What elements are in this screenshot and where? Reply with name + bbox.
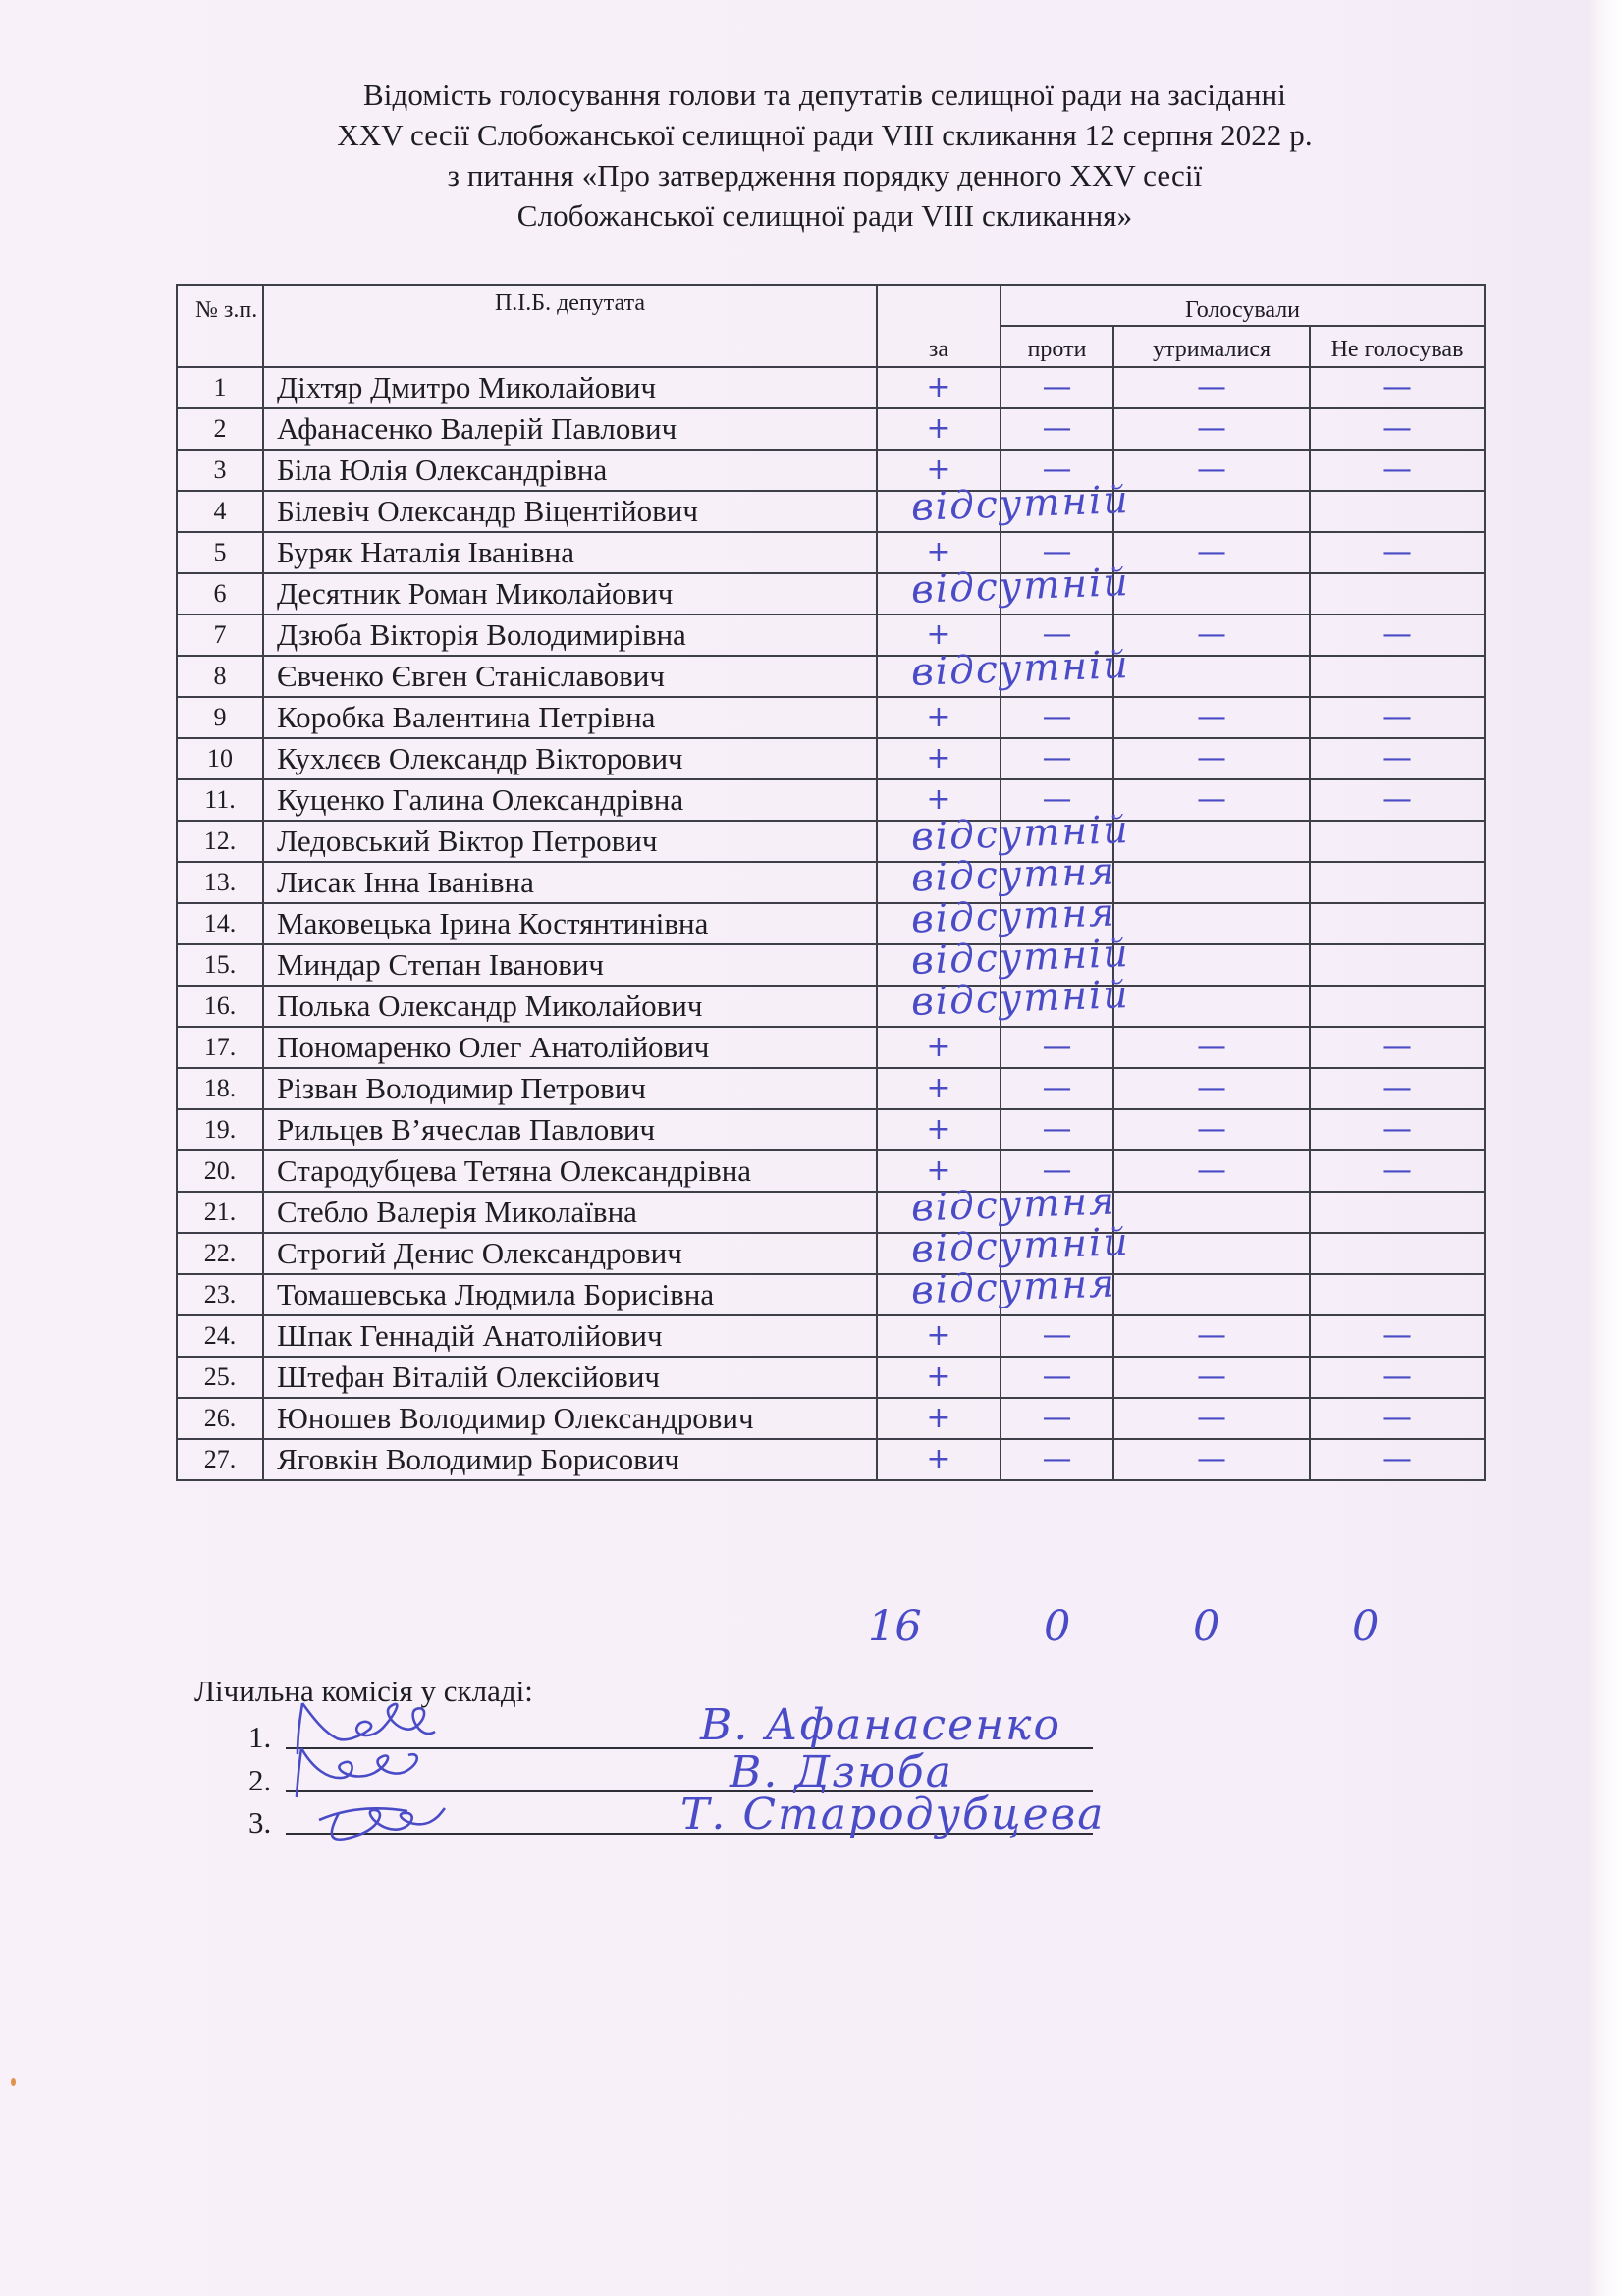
row-number: 3 xyxy=(177,450,263,491)
vote-za-mark: + xyxy=(877,1398,1001,1439)
vote-za-mark: + xyxy=(877,1068,1001,1109)
deputy-name: Стародубцева Тетяна Олександрівна xyxy=(263,1150,877,1192)
vote-ne-mark: — xyxy=(1310,450,1485,491)
deputy-name: Яговкін Володимир Борисович xyxy=(263,1439,877,1480)
table-row xyxy=(177,1398,1485,1439)
deputy-name: Строгий Денис Олександрович xyxy=(263,1233,877,1274)
vote-proty-mark: — xyxy=(1001,738,1113,779)
committee-member-number: 3. xyxy=(248,1805,272,1840)
deputy-name: Діхтяр Дмитро Миколайович xyxy=(263,367,877,408)
deputy-name: Миндар Степан Іванович xyxy=(263,944,877,986)
vote-utr-cell xyxy=(1113,1192,1310,1233)
vote-utr-cell xyxy=(1113,1233,1310,1274)
vote-ne-mark: — xyxy=(1310,1027,1485,1068)
row-number: 11. xyxy=(177,779,263,821)
title-line-3: з питання «Про затвердження порядку денного XXV сесії xyxy=(447,158,1203,192)
vote-utr-mark: — xyxy=(1113,1315,1310,1357)
voting-table-body xyxy=(177,367,1485,1480)
row-number: 20. xyxy=(177,1150,263,1192)
vote-utr-mark: — xyxy=(1113,779,1310,821)
deputy-name: Кухлєєв Олександр Вікторович xyxy=(263,738,877,779)
committee-member-name: В. Дзюба xyxy=(730,1747,953,1797)
committee-member-name: Т. Стародубцева xyxy=(680,1789,1106,1840)
document-title xyxy=(167,75,1483,236)
vote-proty-mark: — xyxy=(1001,1398,1113,1439)
table-row xyxy=(177,367,1485,408)
vote-utr-mark: — xyxy=(1113,408,1310,450)
vote-utr-mark: — xyxy=(1113,1068,1310,1109)
vote-proty-mark: — xyxy=(1001,1357,1113,1398)
deputy-name: Біла Юлія Олександрівна xyxy=(263,450,877,491)
total-utrymalysia: 0 xyxy=(1193,1602,1220,1651)
row-number: 23. xyxy=(177,1274,263,1315)
vote-za-mark: + xyxy=(877,367,1001,408)
vote-proty-mark: — xyxy=(1001,614,1113,656)
absent-note: відсутній xyxy=(910,478,1131,530)
row-number: 21. xyxy=(177,1192,263,1233)
vote-za-mark: + xyxy=(877,614,1001,656)
vote-utr-mark: — xyxy=(1113,450,1310,491)
vote-za-cell xyxy=(877,1261,1117,1315)
vote-ne-mark: — xyxy=(1310,408,1485,450)
table-row xyxy=(177,573,1485,614)
header-za: за xyxy=(877,326,1001,367)
table-row xyxy=(177,903,1485,944)
vote-ne-mark: — xyxy=(1310,1315,1485,1357)
total-za: 16 xyxy=(868,1602,922,1651)
table-row xyxy=(177,1192,1485,1233)
vote-utr-mark: — xyxy=(1113,1150,1310,1192)
vote-ne-cell xyxy=(1310,1274,1485,1315)
vote-utr-cell xyxy=(1113,903,1310,944)
vote-ne-mark: — xyxy=(1310,1357,1485,1398)
table-row xyxy=(177,862,1485,903)
vote-proty-mark: — xyxy=(1001,450,1113,491)
absent-note: відсутня xyxy=(910,849,1117,901)
vote-ne-mark: — xyxy=(1310,697,1485,738)
table-row xyxy=(177,1150,1485,1192)
vote-utr-mark: — xyxy=(1113,1439,1310,1480)
vote-za-mark: + xyxy=(877,1150,1001,1192)
vote-ne-mark: — xyxy=(1310,367,1485,408)
vote-ne-mark: — xyxy=(1310,1068,1485,1109)
vote-za-mark: + xyxy=(877,408,1001,450)
row-number: 12. xyxy=(177,821,263,862)
deputy-name: Афанасенко Валерій Павлович xyxy=(263,408,877,450)
vote-za-mark: + xyxy=(877,697,1001,738)
table-row xyxy=(177,656,1485,697)
vote-ne-cell xyxy=(1310,944,1485,986)
totals-row xyxy=(864,1602,1502,1661)
vote-proty-mark: — xyxy=(1001,697,1113,738)
absent-note: відсутня xyxy=(910,890,1117,942)
absent-note: відсутній xyxy=(910,643,1131,695)
deputy-name: Стебло Валерія Миколаївна xyxy=(263,1192,877,1233)
row-number: 14. xyxy=(177,903,263,944)
vote-utr-cell xyxy=(1113,986,1310,1027)
vote-utr-cell xyxy=(1113,821,1310,862)
vote-utr-mark: — xyxy=(1113,1357,1310,1398)
vote-utr-cell xyxy=(1113,656,1310,697)
deputy-name: Коробка Валентина Петрівна xyxy=(263,697,877,738)
row-number: 13. xyxy=(177,862,263,903)
committee-member-number: 1. xyxy=(248,1720,272,1754)
deputy-name: Євченко Євген Станіславович xyxy=(263,656,877,697)
vote-ne-mark: — xyxy=(1310,532,1485,573)
table-row xyxy=(177,614,1485,656)
vote-ne-cell xyxy=(1310,862,1485,903)
vote-utr-mark: — xyxy=(1113,532,1310,573)
table-row xyxy=(177,1274,1485,1315)
vote-ne-cell xyxy=(1310,491,1485,532)
row-number: 8 xyxy=(177,656,263,697)
header-name: П.І.Б. депутата xyxy=(263,285,877,367)
vote-ne-cell xyxy=(1310,986,1485,1027)
title-line-1: Відомість голосування голови та депутатів селищної ради на засіданні xyxy=(363,78,1286,112)
deputy-name: Томашевська Людмила Борисівна xyxy=(263,1274,877,1315)
absent-note: відсутній xyxy=(910,561,1131,613)
row-number: 24. xyxy=(177,1315,263,1357)
row-number: 10 xyxy=(177,738,263,779)
deputy-name: Шпак Геннадій Анатолійович xyxy=(263,1315,877,1357)
table-row xyxy=(177,1315,1485,1357)
header-za-top xyxy=(877,285,1001,326)
table-row xyxy=(177,821,1485,862)
table-row xyxy=(177,408,1485,450)
vote-proty-mark: — xyxy=(1001,1109,1113,1150)
scan-spot xyxy=(11,2078,16,2086)
absent-note: відсутня xyxy=(910,1179,1117,1231)
header-utrymalysia: утрималися xyxy=(1113,326,1310,367)
title-line-4: Слобожанської селищної ради VIII скликання» xyxy=(516,198,1133,233)
scan-edge xyxy=(1587,0,1624,2296)
vote-proty-mark: — xyxy=(1001,367,1113,408)
vote-ne-cell xyxy=(1310,656,1485,697)
vote-proty-mark: — xyxy=(1001,1150,1113,1192)
vote-ne-mark: — xyxy=(1310,1150,1485,1192)
deputy-name: Пономаренко Олег Анатолійович xyxy=(263,1027,877,1068)
header-voted: Голосували xyxy=(1001,285,1485,326)
row-number: 9 xyxy=(177,697,263,738)
committee-member-3 xyxy=(248,1789,1162,1846)
row-number: 7 xyxy=(177,614,263,656)
header-ne-golosuvav: Не голосував xyxy=(1310,326,1485,367)
deputy-name: Лисак Інна Іванівна xyxy=(263,862,877,903)
row-number: 6 xyxy=(177,573,263,614)
vote-ne-mark: — xyxy=(1310,738,1485,779)
vote-ne-cell xyxy=(1310,573,1485,614)
header-number: № з.п. xyxy=(177,285,263,367)
vote-za-cell xyxy=(877,973,1131,1027)
vote-proty-mark: — xyxy=(1001,779,1113,821)
committee-heading: Лічильна комісія у складі: xyxy=(194,1674,533,1708)
vote-proty-mark: — xyxy=(1001,1439,1113,1480)
row-number: 18. xyxy=(177,1068,263,1109)
row-number: 17. xyxy=(177,1027,263,1068)
table-row xyxy=(177,1068,1485,1109)
title-line-2: XXV сесії Слобожанської селищної ради VIII скликання 12 серпня 2022 р. xyxy=(337,118,1313,152)
vote-ne-cell xyxy=(1310,821,1485,862)
vote-za-mark: + xyxy=(877,532,1001,573)
vote-utr-cell xyxy=(1113,944,1310,986)
row-number: 27. xyxy=(177,1439,263,1480)
table-row xyxy=(177,697,1485,738)
table-row xyxy=(177,944,1485,986)
vote-utr-cell xyxy=(1113,573,1310,614)
table-row xyxy=(177,1357,1485,1398)
deputy-name: Куценко Галина Олександрівна xyxy=(263,779,877,821)
vote-proty-mark: — xyxy=(1001,1027,1113,1068)
vote-proty-mark: — xyxy=(1001,408,1113,450)
vote-ne-mark: — xyxy=(1310,779,1485,821)
row-number: 25. xyxy=(177,1357,263,1398)
counting-committee xyxy=(194,1672,1106,1840)
deputy-name: Ледовський Віктор Петрович xyxy=(263,821,877,862)
deputy-name: Десятник Роман Миколайович xyxy=(263,573,877,614)
table-row xyxy=(177,1109,1485,1150)
row-number: 22. xyxy=(177,1233,263,1274)
vote-ne-mark: — xyxy=(1310,1109,1485,1150)
row-number: 26. xyxy=(177,1398,263,1439)
vote-utr-mark: — xyxy=(1113,1027,1310,1068)
deputy-name: Буряк Наталія Іванівна xyxy=(263,532,877,573)
row-number: 4 xyxy=(177,491,263,532)
table-row xyxy=(177,986,1485,1027)
vote-utr-mark: — xyxy=(1113,1398,1310,1439)
vote-za-cell xyxy=(877,561,1131,614)
vote-ne-mark: — xyxy=(1310,1398,1485,1439)
total-ne-golosuvav: 0 xyxy=(1352,1602,1380,1651)
vote-proty-mark: — xyxy=(1001,1068,1113,1109)
table-row xyxy=(177,1233,1485,1274)
signature-mark xyxy=(280,1783,461,1851)
deputy-name: Різван Володимир Петрович xyxy=(263,1068,877,1109)
table-row xyxy=(177,779,1485,821)
vote-za-cell xyxy=(877,478,1131,532)
table-row xyxy=(177,491,1485,532)
absent-note: відсутній xyxy=(910,973,1131,1025)
row-number: 15. xyxy=(177,944,263,986)
deputy-name: Білевіч Олександр Віцентійович xyxy=(263,491,877,532)
vote-za-mark: + xyxy=(877,1027,1001,1068)
committee-member-number: 2. xyxy=(248,1763,272,1797)
deputy-name: Рильцев В’ячеслав Павлович xyxy=(263,1109,877,1150)
deputy-name: Маковецька Ірина Костянтинівна xyxy=(263,903,877,944)
vote-proty-mark: — xyxy=(1001,532,1113,573)
vote-ne-cell xyxy=(1310,1192,1485,1233)
table-row xyxy=(177,532,1485,573)
vote-za-mark: + xyxy=(877,1357,1001,1398)
absent-note: відсутній xyxy=(910,808,1131,860)
vote-utr-cell xyxy=(1113,491,1310,532)
row-number: 1 xyxy=(177,367,263,408)
vote-proty-mark: — xyxy=(1001,1315,1113,1357)
row-number: 19. xyxy=(177,1109,263,1150)
row-number: 16. xyxy=(177,986,263,1027)
table-row xyxy=(177,1027,1485,1068)
vote-za-mark: + xyxy=(877,1109,1001,1150)
absent-note: відсутня xyxy=(910,1261,1117,1313)
committee-member-name: В. Афанасенко xyxy=(700,1700,1061,1750)
voting-table xyxy=(176,284,1486,1481)
row-number: 5 xyxy=(177,532,263,573)
vote-za-mark: + xyxy=(877,738,1001,779)
deputy-name: Юношев Володимир Олександрович xyxy=(263,1398,877,1439)
vote-utr-mark: — xyxy=(1113,614,1310,656)
vote-za-mark: + xyxy=(877,1439,1001,1480)
vote-utr-cell xyxy=(1113,1274,1310,1315)
vote-utr-mark: — xyxy=(1113,367,1310,408)
absent-note: відсутній xyxy=(910,932,1131,984)
vote-za-mark: + xyxy=(877,779,1001,821)
vote-ne-mark: — xyxy=(1310,614,1485,656)
deputy-name: Дзюба Вікторія Володимирівна xyxy=(263,614,877,656)
deputy-name: Штефан Віталій Олексійович xyxy=(263,1357,877,1398)
vote-utr-cell xyxy=(1113,862,1310,903)
vote-ne-cell xyxy=(1310,1233,1485,1274)
vote-utr-mark: — xyxy=(1113,697,1310,738)
total-proty: 0 xyxy=(1044,1602,1071,1651)
header-proty: проти xyxy=(1001,326,1113,367)
row-number: 2 xyxy=(177,408,263,450)
deputy-name: Полька Олександр Миколайович xyxy=(263,986,877,1027)
vote-ne-cell xyxy=(1310,903,1485,944)
vote-utr-mark: — xyxy=(1113,1109,1310,1150)
table-row xyxy=(177,450,1485,491)
absent-note: відсутній xyxy=(910,1220,1131,1272)
table-row xyxy=(177,738,1485,779)
vote-za-cell xyxy=(877,643,1131,697)
vote-ne-mark: — xyxy=(1310,1439,1485,1480)
table-row xyxy=(177,1439,1485,1480)
vote-za-mark: + xyxy=(877,450,1001,491)
vote-za-mark: + xyxy=(877,1315,1001,1357)
vote-utr-mark: — xyxy=(1113,738,1310,779)
